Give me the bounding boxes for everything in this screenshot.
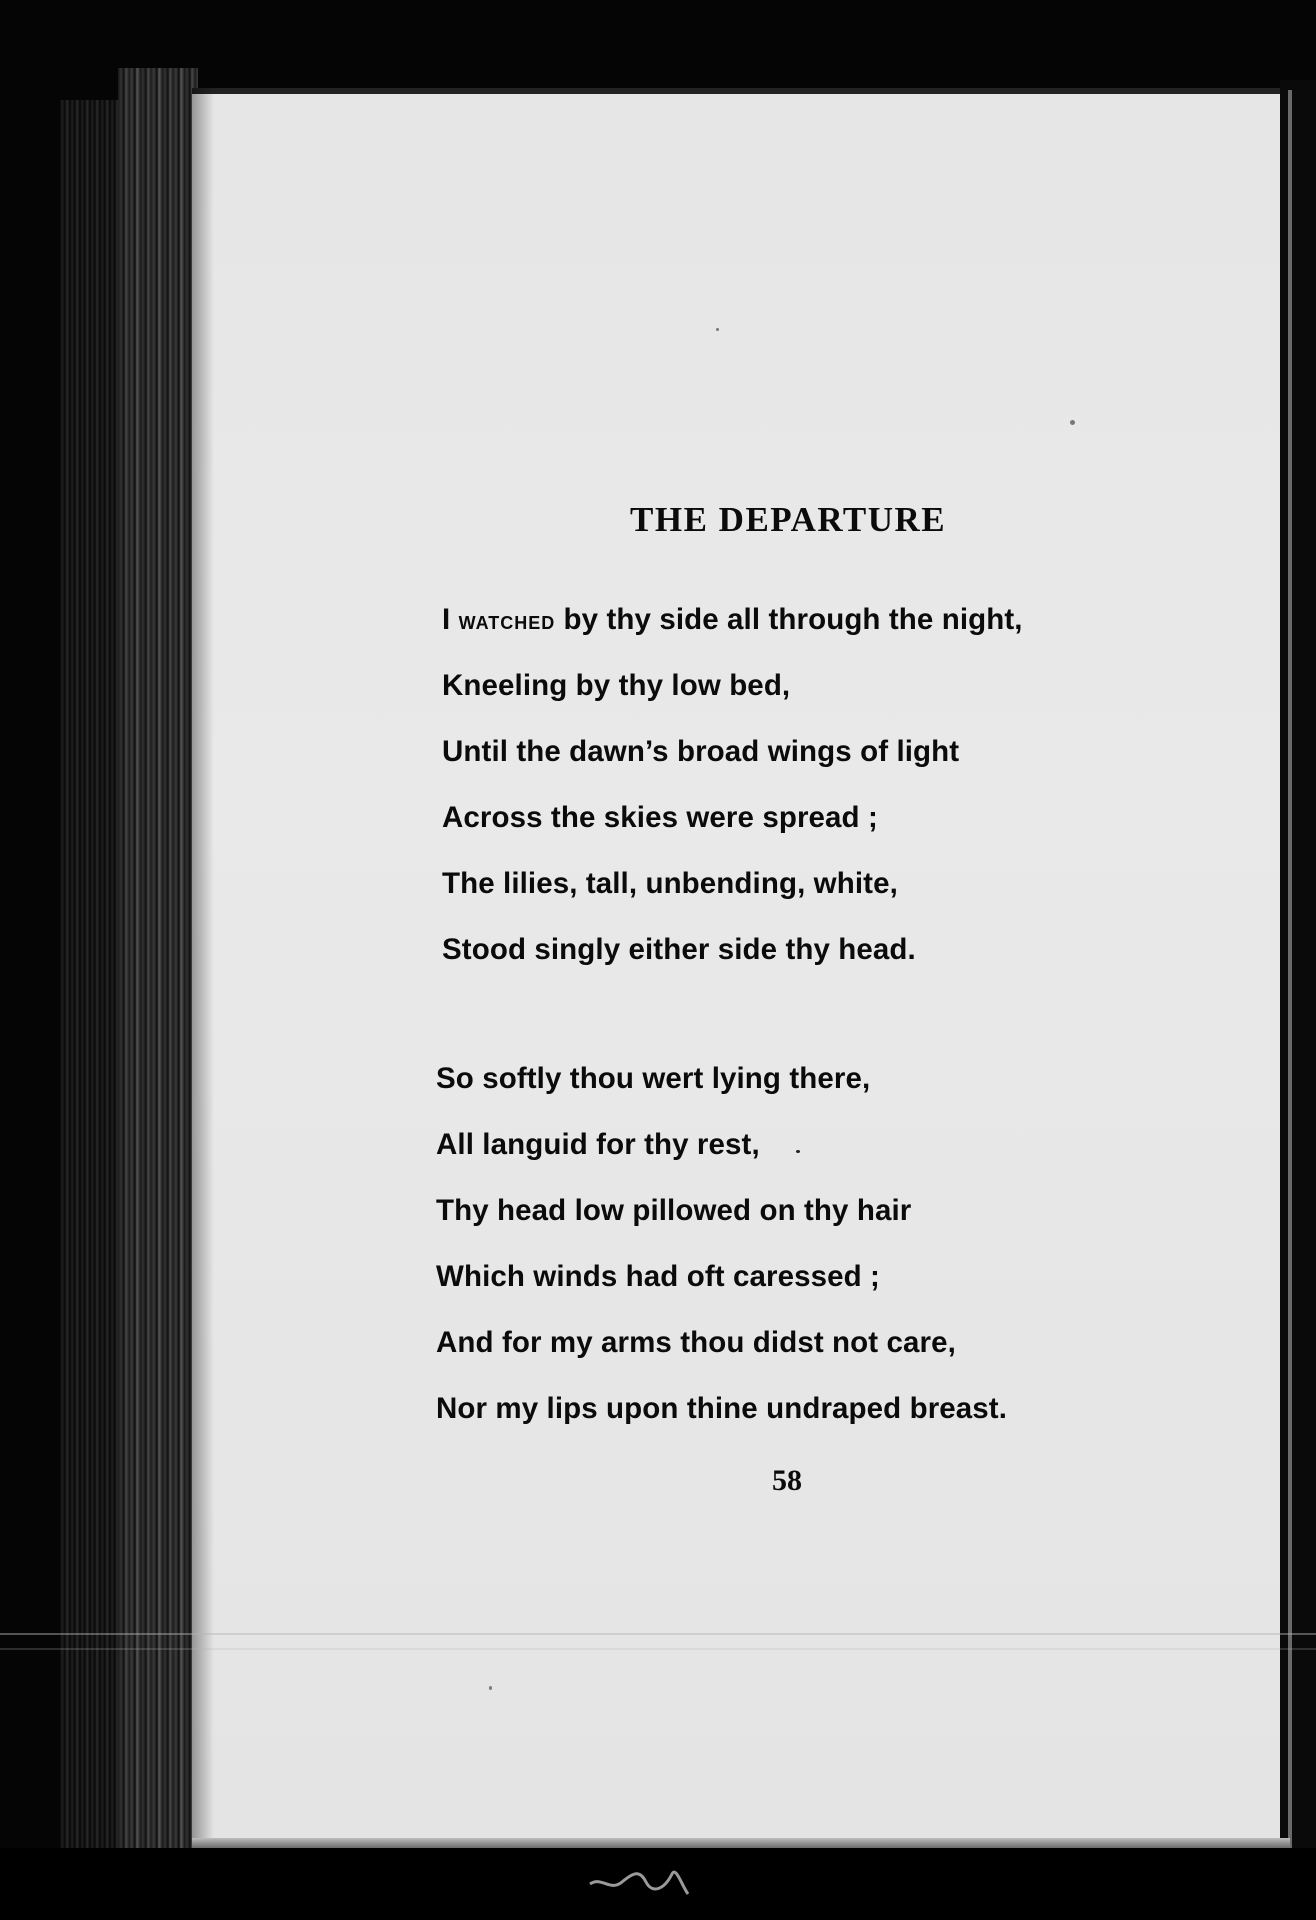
poem-line bbox=[442, 598, 1023, 664]
handwritten-mark bbox=[588, 1856, 708, 1906]
poem-line: Which winds had oft caressed ; bbox=[436, 1260, 880, 1293]
poem-line: All languid for thy rest, bbox=[436, 1128, 760, 1161]
poem-line-rest: by thy side all through the night, bbox=[555, 603, 1023, 636]
facing-page-edge-line bbox=[1288, 90, 1292, 1850]
page-number: 58 bbox=[772, 1464, 802, 1497]
page-text-block bbox=[436, 0, 1196, 1920]
poem-line: The lilies, tall, unbending, white, bbox=[442, 867, 898, 900]
poem-line: And for my arms thou didst not care, bbox=[436, 1326, 956, 1359]
book-binding-edge bbox=[60, 100, 120, 1860]
poem-line: Nor my lips upon thine undraped breast. bbox=[436, 1392, 1008, 1425]
poem-initial-word: I bbox=[442, 603, 451, 636]
poem-smallcaps-word: watched bbox=[458, 605, 556, 635]
facing-page-edge bbox=[1280, 80, 1316, 1860]
poem-title: THE DEPARTURE bbox=[630, 500, 947, 539]
poem-line: Stood singly either side thy head. bbox=[442, 933, 916, 966]
page-gutter-shadow bbox=[192, 88, 214, 1848]
poem-line: So softly thou wert lying there, bbox=[436, 1062, 871, 1095]
poem-line: Across the skies were spread ; bbox=[442, 801, 878, 834]
poem-line: Kneeling by thy low bed, bbox=[442, 669, 791, 702]
stanza-1 bbox=[442, 598, 1023, 994]
book-spine bbox=[118, 68, 198, 1858]
stanza-2 bbox=[436, 1057, 1007, 1453]
poem-line: Until the dawn’s broad wings of light bbox=[442, 735, 960, 768]
poem-line: Thy head low pillowed on thy hair bbox=[436, 1194, 912, 1227]
handwritten-stroke bbox=[590, 1872, 688, 1894]
